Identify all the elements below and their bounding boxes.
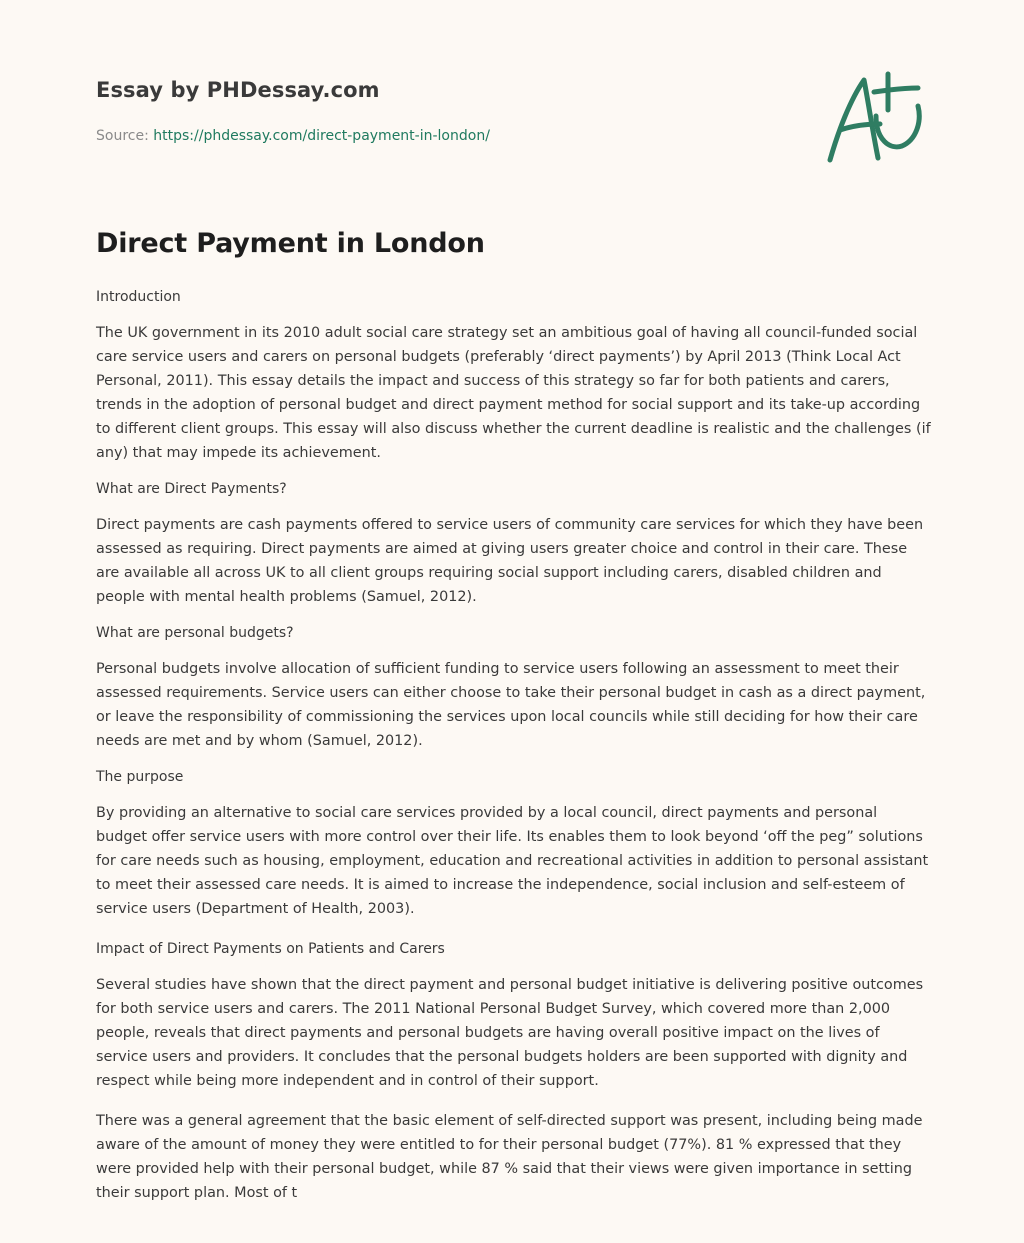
paragraph: Direct payments are cash payments offered to service users of community care services for which they have been assessed as requiring. Direct payments are aimed at giving users greater choice and control in their care. These are available all across UK to all client groups requiring social support including carers, disabled children and people with mental health problems (Samuel, 2012).: [96, 517, 924, 605]
paragraph: Personal budgets involve allocation of sufficient funding to service users following an assessment to meet their assessed requirements. Service users can either choose to take their personal budget in cash as a direct payment, or leave the responsibility of commissioning the services upon local councils while still deciding for how their care needs are met and by whom (Samuel, 2012).: [96, 661, 926, 749]
source-label: Source:: [96, 128, 154, 144]
section-heading: What are personal budgets?: [96, 625, 294, 641]
source-line: [96, 126, 736, 146]
paragraph: The UK government in its 2010 adult social care strategy set an ambitious goal of having all council-funded social care service users and carers on personal budgets (preferably ‘direct payments’) by April 2013 (Think Local Act Personal, 2011). This essay details the impact and success of this strategy so far for both patients and carers, trends in the adoption of personal budget and direct payment method for social support and its take-up according to different client groups. This essay will also discuss whether the current deadline is realistic and the challenges (if any) that may impede its achievement.: [96, 325, 931, 461]
paragraph: Several studies have shown that the direct payment and personal budget initiative is delivering positive outcomes for both service users and carers. The 2011 National Personal Budget Survey, which covered more than 2,000 people, reveals that direct payments and personal budgets are having overall positive impact on the lives of service users and providers. It concludes that the personal budgets holders are been supported with dignity and respect while being more independent and in control of their support.: [96, 977, 924, 1089]
section-heading: Introduction: [96, 289, 181, 305]
source-link[interactable]: https://phdessay.com/direct-payment-in-london/: [153, 128, 490, 144]
page-header: [96, 76, 736, 146]
section-heading: What are Direct Payments?: [96, 481, 287, 497]
section-heading: Impact of Direct Payments on Patients and Carers: [96, 941, 445, 957]
essay-body: [96, 285, 932, 1217]
a-plus-grade-icon: [818, 66, 930, 168]
section-heading: The purpose: [96, 769, 184, 785]
paragraph: By providing an alternative to social care services provided by a local council, direct payments and personal budget offer service users with more control over their life. Its enables them to look beyond ‘off the peg” solutions for care needs such as housing, employment, education and recreational activities in addition to personal assistant to meet their assessed care needs. It is aimed to increase the independence, social inclusion and self-esteem of service users (Department of Health, 2003).: [96, 805, 929, 917]
essay-title: Direct Payment in London: [96, 228, 485, 259]
site-brand: Essay by PHDessay.com: [96, 78, 380, 102]
paragraph: There was a general agreement that the basic element of self-directed support was present, including being made aware of the amount of money they were entitled to for their personal budget (77%). 81 % expressed that they were provided help with their personal budget, while 87 % said that their views were given importance in setting their support plan. Most of t: [96, 1113, 923, 1201]
